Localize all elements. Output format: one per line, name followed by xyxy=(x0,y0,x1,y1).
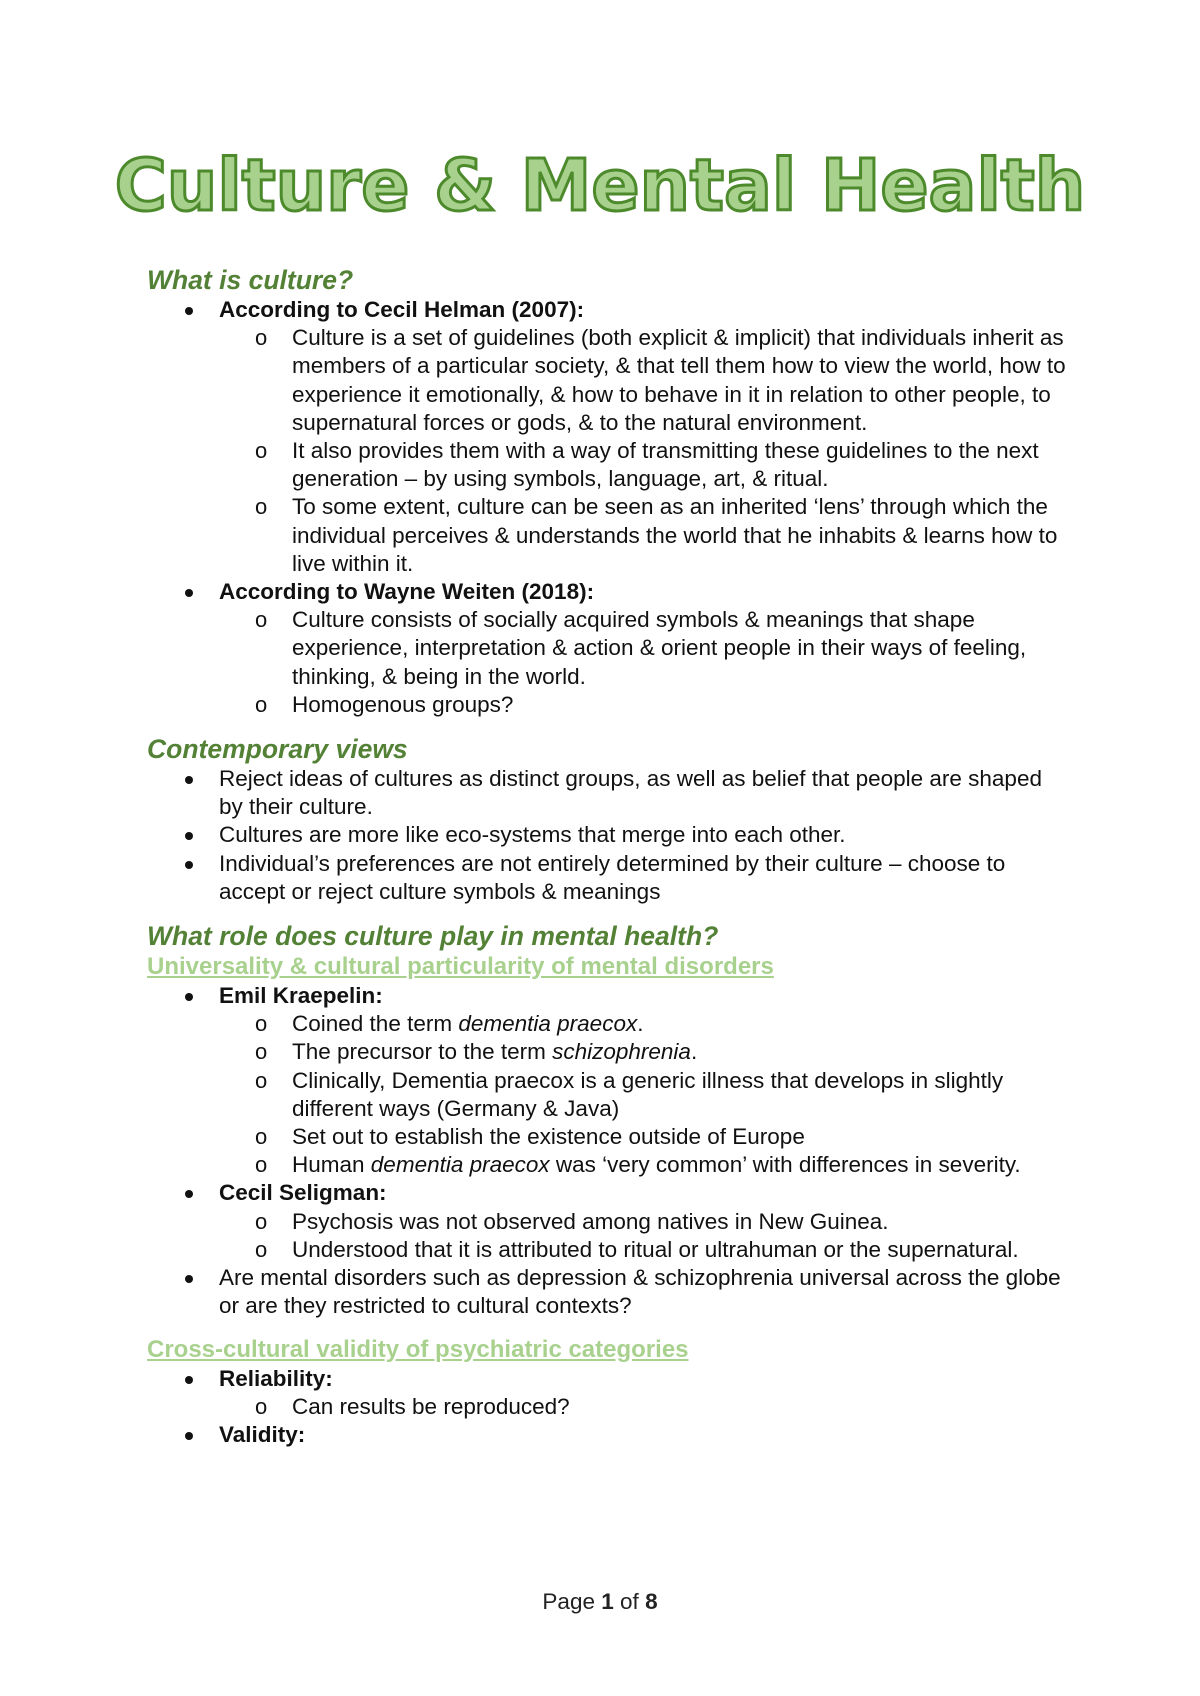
list-item xyxy=(147,765,1067,821)
weiten-sublist xyxy=(219,606,1067,719)
list-item xyxy=(147,578,1067,719)
circle-bullet-icon: o xyxy=(255,494,268,520)
circle-bullet-icon: o xyxy=(255,1393,268,1419)
circle-bullet-icon: o xyxy=(255,1067,268,1093)
circle-bullet-icon: o xyxy=(255,607,268,633)
list-item-text: Homogenous groups? xyxy=(292,691,514,717)
text-run: Coined the term xyxy=(292,1011,459,1037)
validity-label: Validity: xyxy=(219,1421,306,1447)
circle-bullet-icon: o xyxy=(255,325,268,351)
of-word: of xyxy=(620,1589,639,1614)
seligman-sublist xyxy=(219,1208,1067,1264)
heading-contemporary-views: Contemporary views xyxy=(147,734,408,765)
reliability-sublist xyxy=(219,1393,1067,1421)
list-item xyxy=(219,1123,1067,1151)
list-item xyxy=(219,1151,1067,1179)
culture-definitions-list xyxy=(147,296,1067,719)
page-footer xyxy=(0,1589,1200,1615)
list-item xyxy=(219,437,1067,493)
bullet-icon xyxy=(185,993,193,1001)
seligman-label: Cecil Seligman: xyxy=(219,1180,387,1206)
list-item xyxy=(147,1179,1067,1264)
bullet-icon xyxy=(185,1275,193,1283)
list-item xyxy=(147,821,1067,849)
bullet-icon xyxy=(185,1190,193,1198)
list-item xyxy=(147,982,1067,1179)
reliability-label: Reliability: xyxy=(219,1365,333,1391)
text-run: . xyxy=(637,1011,644,1037)
list-item-text: It also provides them with a way of transmitting these guidelines to the next generation – by using symbols, language, art, & ritual. xyxy=(292,438,1039,492)
list-item-text: Set out to establish the existence outside of Europe xyxy=(292,1124,805,1150)
kraepelin-label: Emil Kraepelin: xyxy=(219,983,383,1009)
bullet-icon xyxy=(185,307,193,315)
text-run: . xyxy=(690,1039,698,1065)
bullet-icon xyxy=(185,589,193,597)
italic-term: dementia praecox xyxy=(458,1011,638,1037)
list-item-text: Individual’s preferences are not entirely determined by their culture – choose to accept or reject culture symbols & meanings xyxy=(219,850,1006,904)
kraepelin-sublist xyxy=(219,1010,1067,1179)
circle-bullet-icon: o xyxy=(255,1124,268,1150)
contemporary-views-list xyxy=(147,765,1067,906)
list-item-text: Understood that it is attributed to ritual or ultrahuman or the supernatural. xyxy=(292,1236,1019,1262)
universality-list xyxy=(147,982,1067,1320)
circle-bullet-icon: o xyxy=(255,1152,268,1178)
list-item xyxy=(219,324,1067,437)
bullet-icon xyxy=(185,832,193,840)
list-item xyxy=(147,1365,1067,1421)
list-item-text: Reject ideas of cultures as distinct groups, as well as belief that people are shaped by their culture. xyxy=(219,766,1042,820)
list-item xyxy=(219,606,1067,691)
bullet-icon xyxy=(185,776,193,784)
list-item xyxy=(147,296,1067,578)
heading-what-is-culture: What is culture? xyxy=(147,265,354,295)
document-body xyxy=(147,264,1067,1449)
helman-label: According to Cecil Helman (2007): xyxy=(219,297,585,322)
circle-bullet-icon: o xyxy=(255,1208,268,1234)
italic-term: schizophrenia xyxy=(552,1039,691,1065)
list-item xyxy=(147,1264,1067,1320)
circle-bullet-icon: o xyxy=(255,691,268,717)
circle-bullet-icon: o xyxy=(255,438,268,464)
list-item-text: Clinically, Dementia praecox is a generic illness that develops in slightly different ways (Germany & Java) xyxy=(292,1067,1004,1121)
weiten-label: According to Wayne Weiten (2018): xyxy=(219,579,595,605)
list-item xyxy=(219,1208,1067,1236)
text-run: The precursor to the term xyxy=(292,1039,553,1065)
list-item-text: Can results be reproduced? xyxy=(292,1393,570,1419)
list-item xyxy=(147,850,1067,906)
list-item-text: To some extent, culture can be seen as an inherited ‘lens’ through which the individual perceives & understands the world that he inhabits & learns how to live within it. xyxy=(292,494,1058,576)
document-title: Culture & Mental Health xyxy=(114,144,1086,227)
list-item-text: Psychosis was not observed among natives in New Guinea. xyxy=(292,1208,889,1234)
heading-role-of-culture: What role does culture play in mental health? xyxy=(147,921,719,952)
list-item xyxy=(147,1421,1067,1449)
list-item xyxy=(219,1393,1067,1421)
subheading-cross-cultural-validity: Cross-cultural validity of psychiatric categories xyxy=(147,1335,689,1363)
validity-list xyxy=(147,1365,1067,1450)
page-word: Page xyxy=(542,1589,595,1614)
list-item xyxy=(219,1067,1067,1123)
bullet-icon xyxy=(185,1432,193,1440)
list-item-text: Cultures are more like eco-systems that merge into each other. xyxy=(219,822,846,848)
text-run: Human xyxy=(292,1152,371,1178)
list-item-text: Culture consists of socially acquired symbols & meanings that shape experience, interpretation & action & orient people in their ways of feeling, thinking, & being in the world. xyxy=(292,607,1027,689)
list-item-text: Culture is a set of guidelines (both explicit & implicit) that individuals inherit as members of a particular society, & that tell them how to view the world, how to experience it emotionally, & how to behave in it in relation to other people, to supernatural forces or gods, & to the natural environment. xyxy=(292,325,1066,435)
circle-bullet-icon: o xyxy=(255,1236,268,1262)
list-item xyxy=(219,1236,1067,1264)
text-run: was ‘very common’ with differences in severity. xyxy=(549,1152,1021,1178)
circle-bullet-icon: o xyxy=(255,1039,268,1065)
circle-bullet-icon: o xyxy=(255,1011,268,1037)
list-item xyxy=(219,1038,1067,1066)
subheading-universality: Universality & cultural particularity of mental disorders xyxy=(147,953,774,981)
list-item-text: Are mental disorders such as depression & schizophrenia universal across the globe or are they restricted to cultural contexts? xyxy=(219,1265,1061,1319)
page-total-number: 8 xyxy=(645,1589,658,1614)
bullet-icon xyxy=(185,861,193,869)
list-item xyxy=(219,493,1067,578)
italic-term: dementia praecox xyxy=(370,1152,550,1178)
helman-sublist xyxy=(219,324,1067,578)
page-current-number: 1 xyxy=(601,1589,614,1614)
list-item xyxy=(219,691,1067,719)
bullet-icon xyxy=(185,1376,193,1384)
list-item xyxy=(219,1010,1067,1038)
